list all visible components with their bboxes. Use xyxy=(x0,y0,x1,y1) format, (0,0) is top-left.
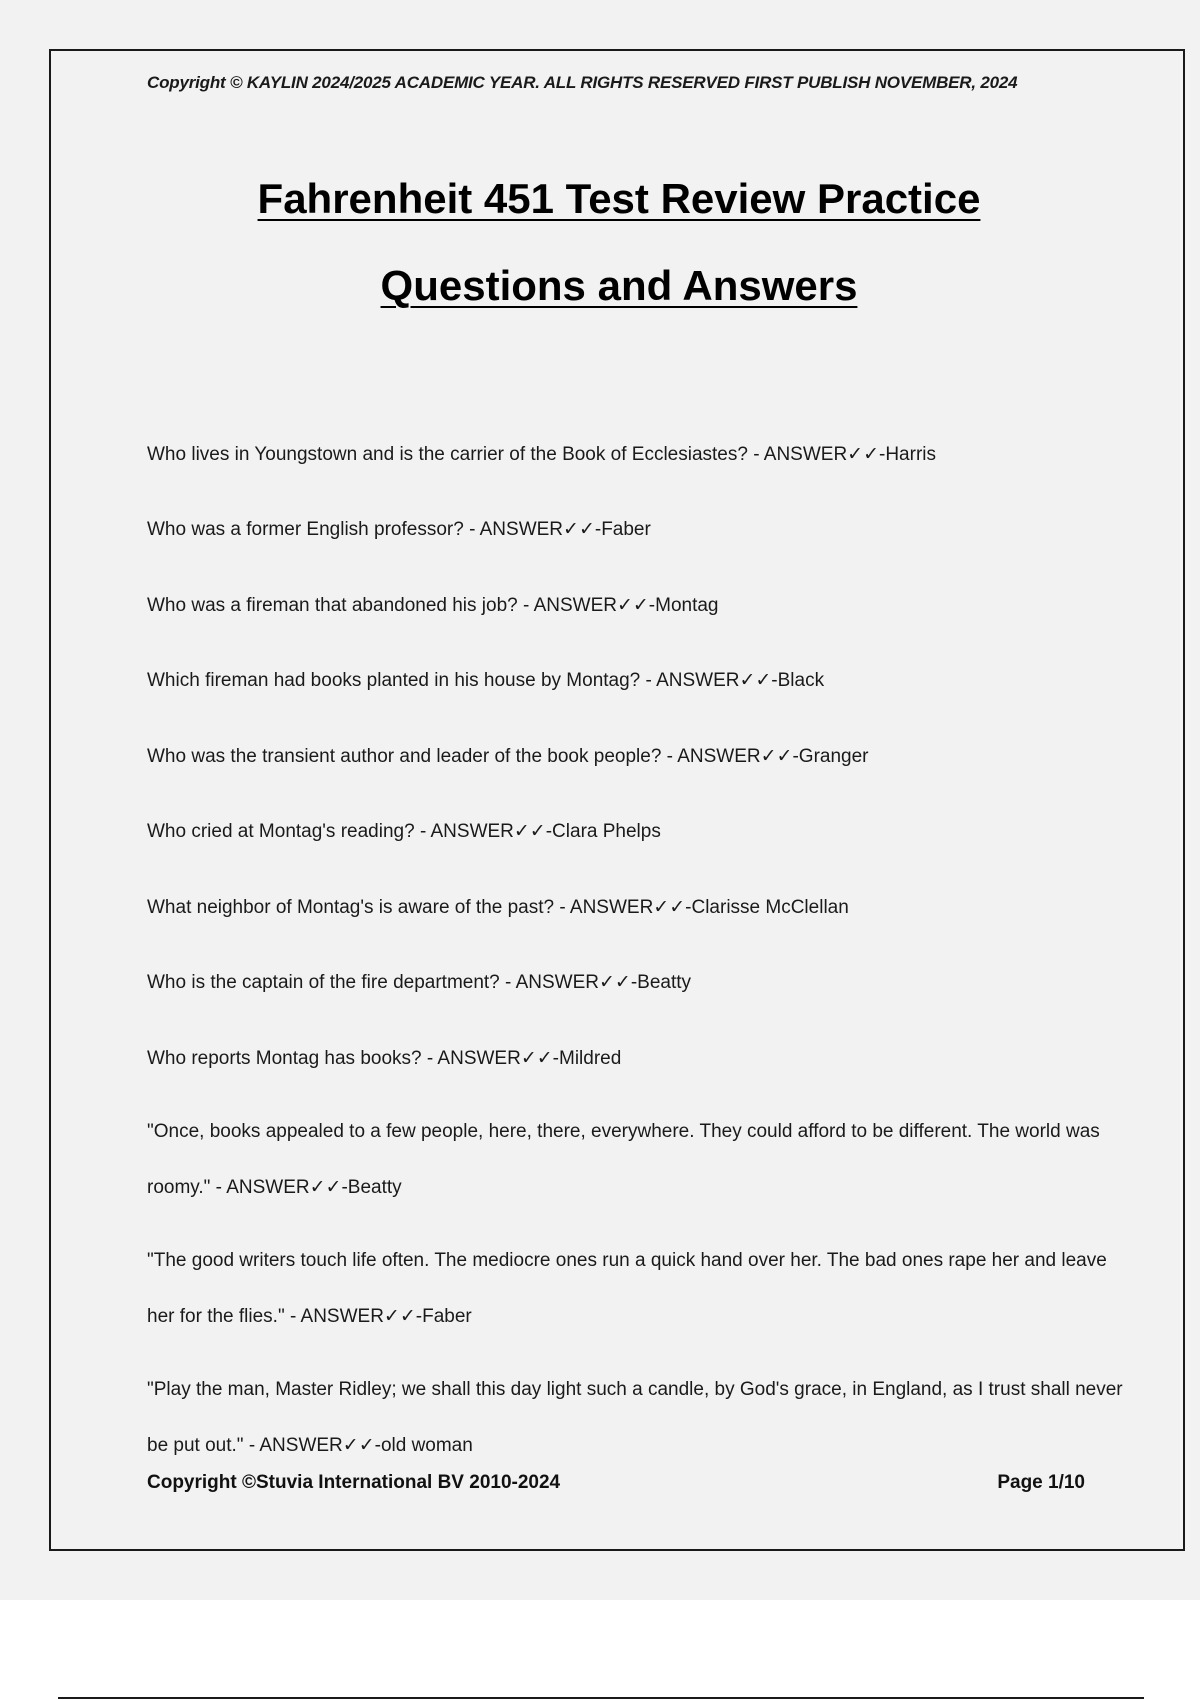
title-text-2: Questions and Answers xyxy=(380,262,858,309)
header-copyright: Copyright © KAYLIN 2024/2025 ACADEMIC YEAR. ALL RIGHTS RESERVED FIRST PUBLISH NOVEMBER, 2024 xyxy=(147,73,1018,92)
qa-item: Which fireman had books planted in his house by Montag? - ANSWER✓✓-Black xyxy=(147,670,825,691)
qa-item: Who cried at Montag's reading? - ANSWER✓✓-Clara Phelps xyxy=(147,821,661,842)
title-text-1: Fahrenheit 451 Test Review Practice xyxy=(257,175,981,222)
qa-item: "The good writers touch life often. The mediocre ones run a quick hand over her. The bad ones rape her and leave her for the flies." - ANSWER✓✓-Faber xyxy=(147,1250,1107,1327)
document-page xyxy=(49,49,1185,1551)
qa-item: Who lives in Youngstown and is the carrier of the Book of Ecclesiastes? - ANSWER✓✓-Harris xyxy=(147,444,937,465)
qa-item: What neighbor of Montag's is aware of the past? - ANSWER✓✓-Clarisse McClellan xyxy=(147,897,849,918)
next-page-divider xyxy=(58,1697,1144,1699)
document-title-line-1 xyxy=(51,175,1187,223)
qa-item: Who was a former English professor? - ANSWER✓✓-Faber xyxy=(147,519,651,540)
qa-item: Who is the captain of the fire department? - ANSWER✓✓-Beatty xyxy=(147,972,692,993)
qa-item: Who reports Montag has books? - ANSWER✓✓-Mildred xyxy=(147,1048,622,1069)
qa-item: "Once, books appealed to a few people, here, there, everywhere. They could afford to be different. The world was roomy." - ANSWER✓✓-Beatty xyxy=(147,1121,1100,1198)
page-number: Page 1/10 xyxy=(997,1472,1085,1493)
qa-item: Who was a fireman that abandoned his job? - ANSWER✓✓-Montag xyxy=(147,595,719,616)
qa-item: "Play the man, Master Ridley; we shall this day light such a candle, by God's grace, in England, as I trust shall never be put out." - ANSWER✓✓-old woman xyxy=(147,1379,1123,1456)
document-title-line-2 xyxy=(51,262,1187,310)
footer-copyright: Copyright ©Stuvia International BV 2010-2024 xyxy=(147,1472,561,1493)
qa-item: Who was the transient author and leader of the book people? - ANSWER✓✓-Granger xyxy=(147,746,869,767)
